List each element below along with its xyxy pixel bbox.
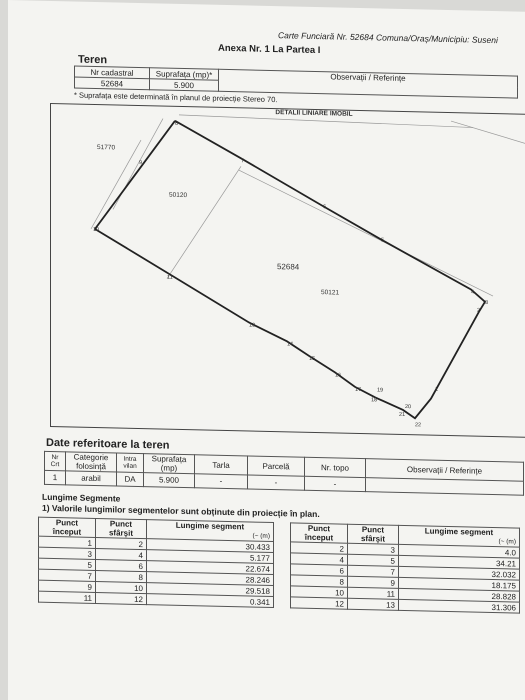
date-cell-observatii (366, 478, 524, 496)
seg-cell: 32.032 (399, 566, 520, 580)
seg-left-header-end: Punct sfârșit (96, 518, 147, 538)
teren-header-observatii: Observații / Referințe (219, 69, 518, 98)
date-cell-tarla: - (195, 474, 248, 489)
vertex-7: 7 (241, 158, 245, 165)
seg-cell: 6 (96, 559, 147, 571)
date-header-suprafata: Suprafața (mp) (144, 454, 195, 474)
vertex-6: 6 (323, 204, 327, 211)
seg-cell: 2 (96, 537, 147, 549)
lungime-title: Lungime Segmente (42, 491, 121, 504)
date-header-categorie: Categorie folosință (66, 452, 117, 472)
seg-cell: 4 (96, 548, 147, 560)
date-header-nr-topo: Nr. topo (305, 457, 366, 477)
seg-cell: 3 (348, 543, 399, 555)
seg-cell: 31.306 (399, 599, 520, 613)
vertex-21: 21 (399, 411, 406, 419)
seg-cell: 30.433 (147, 539, 274, 553)
date-header-nr: Nr Crt (45, 451, 66, 470)
neighbour-lines (91, 113, 525, 297)
carte-funciara-header: Carte Funciară Nr. 52684 Comuna/Oraș/Municipiu: Suseni (278, 30, 498, 46)
parcel-labels (97, 144, 339, 297)
parcel-label-51770: 51770 (97, 144, 116, 152)
date-header-parcela: Parcelă (248, 456, 305, 476)
date-cell-parcela: - (248, 475, 305, 490)
anexa-title: Anexa Nr. 1 La Partea I (218, 42, 321, 57)
parcel-label-50120: 50120 (169, 191, 188, 200)
teren-value-suprafata: 5.900 (150, 79, 219, 92)
vertex-10: 10 (93, 226, 100, 234)
vertex-8: 8 (175, 120, 179, 127)
seg-cell: 28.246 (147, 572, 274, 586)
seg-cell: 9 (348, 576, 399, 588)
date-header-observatii: Observații / Referințe (366, 459, 524, 482)
seg-cell: 11 (39, 591, 96, 603)
seg-cell: 12 (96, 592, 147, 604)
vertex-13: 13 (249, 322, 256, 329)
seg-cell: 0.341 (147, 594, 274, 608)
seg-cell: 22.674 (147, 561, 274, 575)
seg-right-length-label: Lungime segment (424, 526, 494, 538)
vertex-15: 15 (308, 355, 316, 362)
teren-header-suprafata: Suprafața (mp)* (150, 68, 219, 81)
vertex-3: 3 (485, 299, 489, 306)
seg-left-length-unit: (~ (m) (252, 532, 270, 540)
vertex-19: 19 (377, 387, 384, 394)
seg-cell: 12 (291, 597, 348, 609)
seg-right-header-end: Punct sfârșit (348, 524, 399, 544)
vertex-9: 9 (139, 159, 143, 167)
segments-table-right (290, 522, 520, 613)
seg-cell: 8 (96, 570, 147, 582)
seg-left-header-start: Punct început (39, 517, 96, 537)
seg-cell: 10 (291, 586, 348, 598)
vertex-11: 11 (167, 274, 173, 281)
date-teren-title: Date referitoare la teren (46, 436, 170, 452)
seg-cell: 13 (348, 598, 399, 610)
paper-sheet (8, 0, 525, 700)
seg-cell: 5.177 (147, 550, 274, 564)
date-header-tarla: Tarla (195, 455, 248, 475)
seg-cell: 29.518 (147, 583, 274, 597)
vertex-17: 17 (354, 386, 362, 394)
vertex-20: 20 (404, 404, 412, 411)
seg-cell: 1 (39, 536, 96, 548)
parcel-label-52684: 52684 (277, 262, 300, 272)
date-cell-nr-topo: - (305, 476, 366, 491)
segments-table-left (38, 517, 274, 608)
vertex-18: 18 (371, 397, 378, 404)
vertex-1: 1 (435, 386, 439, 393)
seg-cell: 11 (348, 587, 399, 599)
seg-cell: 7 (39, 569, 96, 581)
teren-section-title: Teren (78, 53, 108, 67)
suprafata-note: * Suprafața este determinată în planul de proiecție Stereo 70. (74, 90, 278, 105)
vertex-5: 5 (381, 237, 385, 244)
date-cell-suprafata: 5.900 (144, 473, 195, 488)
seg-cell: 18.175 (399, 577, 520, 591)
seg-right-length-unit: (~ (m) (498, 538, 516, 546)
plot-frame (50, 103, 525, 438)
seg-cell: 5 (348, 554, 399, 566)
plot-title: DETALII LINIARE IMOBIL (275, 109, 353, 118)
date-cell-intravilan: DA (117, 472, 144, 487)
date-cell-categorie: arabil (66, 471, 117, 486)
vertex-2: 2 (477, 307, 481, 314)
seg-cell: 10 (96, 581, 147, 593)
seg-cell: 4 (291, 553, 348, 565)
seg-cell: 5 (39, 558, 96, 570)
seg-left-length-label: Lungime segment (175, 520, 245, 532)
date-header-intravilan: Intra vilan (117, 453, 144, 473)
vertex-16: 16 (335, 372, 342, 379)
lungime-subtitle: 1) Valorile lungimilor segmentelor sunt obținute din proiecție în plan. (42, 502, 320, 520)
seg-cell: 28.828 (399, 588, 520, 602)
vertex-14: 14 (287, 341, 294, 348)
seg-cell: 9 (39, 580, 96, 592)
teren-header-nr: Nr cadastral (75, 66, 150, 79)
vertex-labels (93, 119, 488, 430)
seg-cell: 4.0 (399, 544, 520, 558)
date-cell-nr: 1 (45, 470, 66, 484)
seg-right-header-start: Punct început (291, 523, 348, 543)
seg-cell: 2 (291, 542, 348, 554)
parcel-label-50121: 50121 (321, 289, 340, 297)
seg-cell: 34.21 (399, 555, 520, 569)
vertex-4: 4 (471, 289, 475, 296)
seg-cell: 7 (348, 565, 399, 577)
seg-cell: 6 (291, 564, 348, 576)
seg-cell: 3 (39, 547, 96, 559)
vertex-22: 22 (415, 422, 422, 429)
seg-cell: 8 (291, 575, 348, 587)
cadastral-plan (51, 104, 525, 437)
teren-value-nr: 52684 (75, 77, 150, 90)
date-teren-table (44, 451, 524, 496)
